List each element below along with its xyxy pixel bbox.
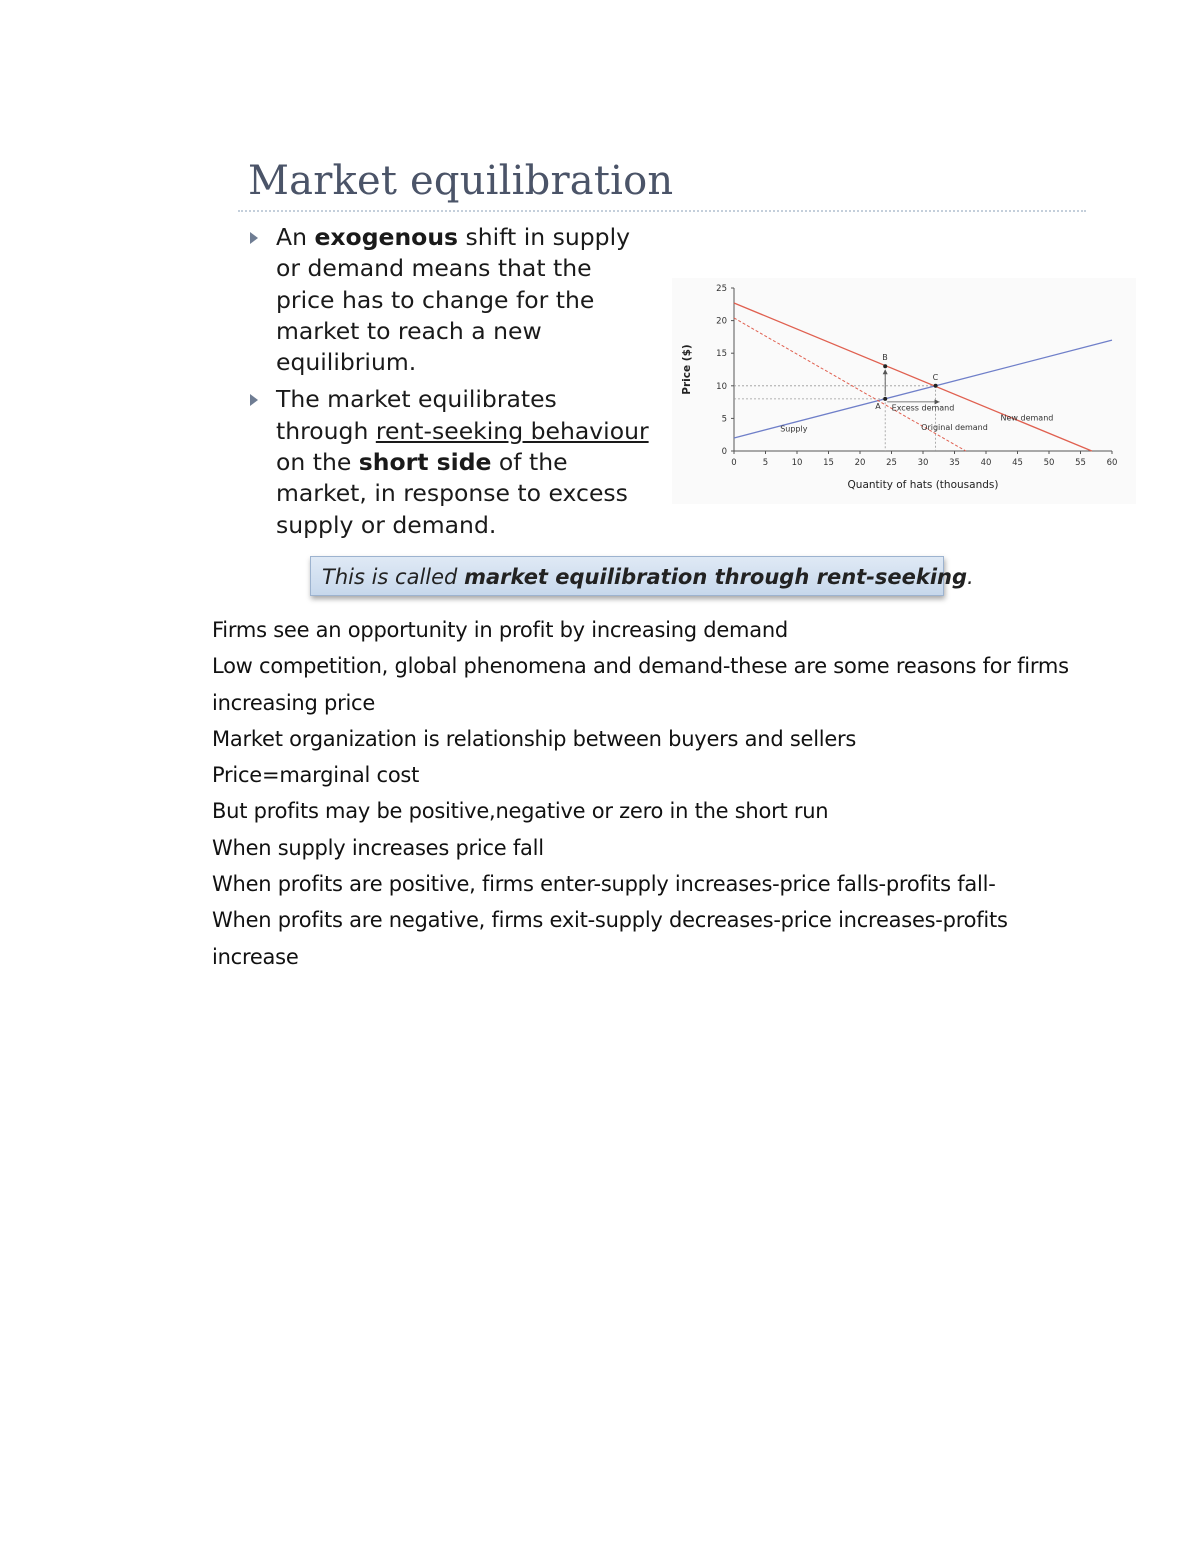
- x-tick-label: 55: [1075, 458, 1086, 468]
- bullet-line: market to reach a new: [276, 316, 542, 345]
- slide-image: [236, 150, 1136, 610]
- point-marker: [883, 397, 887, 401]
- arrow-head-icon: [883, 369, 888, 374]
- note-line: Market organization is relationship between buyers and sellers: [212, 726, 857, 751]
- x-tick-label: 15: [823, 458, 834, 468]
- x-tick-label: 5: [762, 458, 769, 468]
- bold-term: short side: [358, 448, 492, 477]
- point-marker: [934, 384, 938, 388]
- bullet-line: supply or demand.: [276, 510, 497, 539]
- slide-title: Market equilibration: [248, 158, 674, 204]
- x-tick-label: 45: [1012, 458, 1023, 468]
- bold-term: exogenous: [314, 223, 459, 251]
- x-tick-label: 35: [949, 458, 960, 468]
- note-line: Price=marginal cost: [212, 763, 420, 788]
- y-tick-label: 20: [716, 316, 727, 327]
- triangle-bullet-icon: [250, 232, 258, 244]
- x-tick-label: 20: [854, 458, 866, 468]
- title-divider: [238, 210, 1086, 212]
- bullet-line: or demand means that the: [276, 254, 592, 283]
- note-line: When profits are negative, firms exit-supply decreases-price increases-profits increase: [212, 908, 1008, 969]
- bullet-line: An exogenous shift in supply: [276, 223, 631, 251]
- underlined-term: rent-seeking behaviour: [375, 416, 649, 445]
- y-tick-label: 0: [721, 447, 727, 457]
- y-tick-label: 15: [716, 349, 727, 360]
- x-tick-label: 10: [791, 458, 803, 468]
- x-tick-label: 25: [886, 458, 897, 468]
- chart-svg: [672, 278, 1136, 504]
- y-axis-label: Price ($): [681, 344, 693, 395]
- callout-box: This is called market equilibration through rent-seeking.: [310, 556, 944, 596]
- chart-annotation: Supply: [780, 424, 808, 434]
- note-line: Low competition, global phenomena and demand-these are some reasons for firms increasing price: [212, 654, 1069, 715]
- x-tick-label: 40: [980, 458, 992, 468]
- bullet-line: on the short side of the: [276, 448, 568, 477]
- supply-demand-chart: [672, 278, 1136, 504]
- x-tick-label: 30: [917, 458, 929, 468]
- x-tick-label: 50: [1043, 458, 1055, 468]
- bullet-line: equilibrium.: [276, 348, 417, 377]
- x-axis-label: Quantity of hats (thousands): [847, 479, 999, 491]
- chart-annotation: New demand: [1000, 413, 1054, 423]
- note-line: Firms see an opportunity in profit by increasing demand: [212, 618, 788, 642]
- chart-annotation: Original demand: [921, 423, 988, 433]
- bullet-line: price has to change for the: [276, 285, 595, 314]
- bullet-item: [244, 222, 664, 378]
- bullet-line: The market equilibrates: [276, 385, 557, 414]
- point-label: B: [882, 353, 888, 363]
- y-tick-label: 10: [716, 381, 727, 392]
- y-tick-label: 25: [716, 284, 727, 294]
- note-line: But profits may be positive,negative or zero in the short run: [212, 799, 829, 824]
- x-tick-label: 60: [1106, 458, 1118, 468]
- bullet-item: [244, 384, 664, 540]
- point-label: A: [875, 401, 881, 411]
- chart-annotation: Excess demand: [891, 403, 955, 413]
- notes-list: [212, 612, 1072, 975]
- bullet-line: through rent-seeking behaviour: [276, 416, 649, 445]
- point-label: C: [932, 372, 939, 382]
- point-marker: [883, 364, 887, 368]
- x-tick-label: 0: [731, 458, 737, 468]
- bullet-list: [244, 222, 664, 547]
- note-line: When supply increases price fall: [212, 835, 544, 860]
- triangle-bullet-icon: [250, 394, 258, 406]
- bullet-line: market, in response to excess: [276, 479, 628, 508]
- callout-bold: market equilibration through rent-seeking: [464, 565, 968, 589]
- y-tick-label: 5: [721, 414, 727, 425]
- note-line: When profits are positive, firms enter-supply increases-price falls-profits fall-: [212, 872, 996, 897]
